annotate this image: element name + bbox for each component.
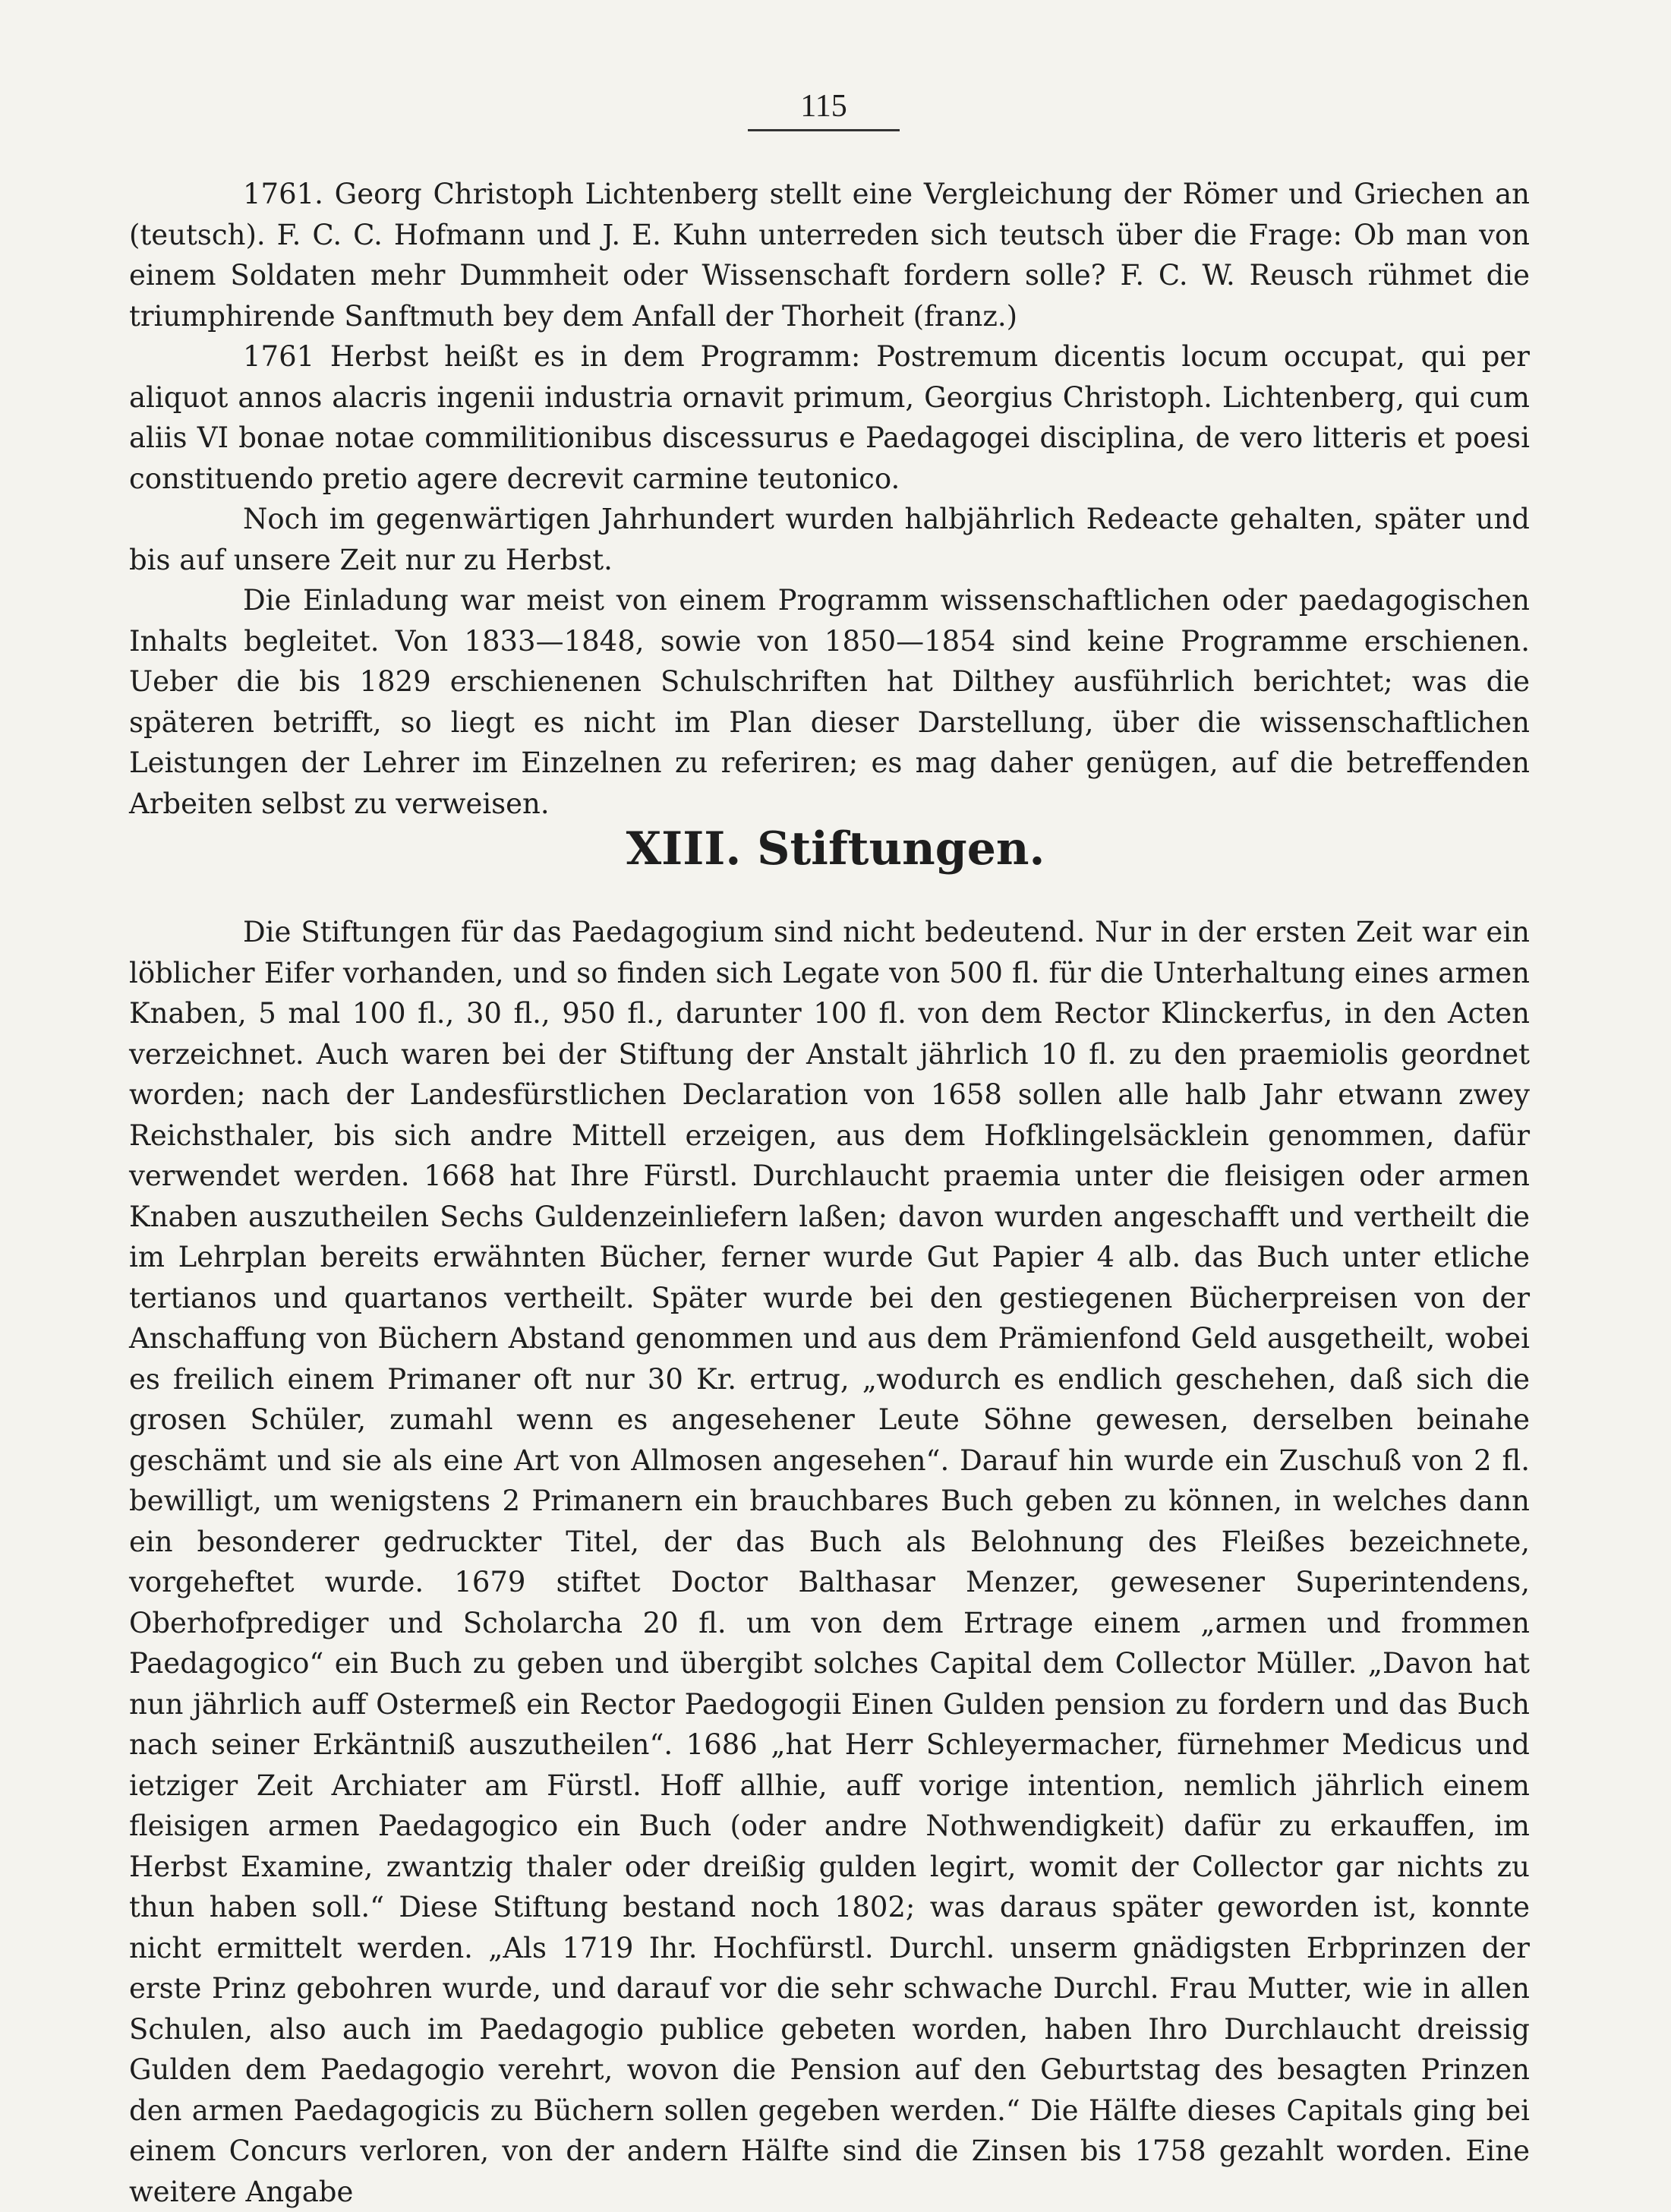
section-a-text [129, 174, 1530, 824]
paragraph: Die Stiftungen für das Paedagogium sind nicht bedeutend. Nur in der ersten Zeit war ein löblicher Eifer vorhanden, und so finden sich Legate von 500 fl. für die Unterhaltung eines armen Knaben, 5 mal 100 fl., 30 fl., 950 fl., darunter 100 fl. von dem Rector Klinckerfus, in den Acten verzeichnet. Auch waren bei der Stiftung der Anstalt jährlich 10 fl. zu den praemiolis geordnet worden; nach der Landesfürstlichen Declaration von 1658 sollen alle halb Jahr etwann zwey Reichsthaler, bis sich andre Mittell erzeigen, aus dem Hofklingelsäcklein genommen, dafür verwendet werden. 1668 hat Ihre Fürstl. Durchlaucht praemia unter die fleisigen oder armen Knaben auszutheilen Sechs Guldenzeinliefern laßen; davon wurden angeschafft und vertheilt die im Lehrplan bereits erwähnten Bücher, ferner wurde Gut Papier 4 alb. das Buch unter etliche tertianos und quartanos vertheilt. Später wurde bei den gestiegenen Bücherpreisen von der Anschaffung von Büchern Abstand genommen und aus dem Prämienfond Geld ausgetheilt, wobei es freilich einem Primaner oft nur 30 Kr. ertrug, „wodurch es endlich geschehen, daß sich die grosen Schüler, zumahl wenn es angesehener Leute Söhne gewesen, derselben beinahe geschämt und sie als eine Art von Allmosen angesehen“. Darauf hin wurde ein Zuschuß von 2 fl. bewilligt, um wenigstens 2 Primanern ein brauchbares Buch geben zu können, in welches dann ein besonderer gedruckter Titel, der das Buch als Belohnung des Fleißes bezeichnete, vorgeheftet wurde. 1679 stiftet Doctor Balthasar Menzer, gewesener Superintendens, Oberhofprediger und Scholarcha 20 fl. um von dem Ertrage einem „armen und frommen Paedagogico“ ein Buch zu geben und übergibt solches Capital dem Collector Müller. „Davon hat nun jährlich auff Ostermeß ein Rector Paedogogii Einen Gulden pension zu fordern und das Buch nach seiner Erkäntniß auszutheilen“. 1686 „hat Herr Schleyermacher, fürnehmer Medicus und ietziger Zeit Archiater am Fürstl. Hoff allhie, auff vorige intention, nemlich jährlich einem fleisigen armen Paedagogico ein Buch (oder andre Nothwendigkeit) dafür zu erkauffen, im Herbst Examine, zwantzig thaler oder dreißig gulden legirt, womit der Collector gar nichts zu thun haben soll.“ Diese Stiftung bestand noch 1802; was daraus später geworden ist, konnte nicht ermittelt werden. „Als 1719 Ihr. Hochfürstl. Durchl. unserm gnädigsten Erbprinzen der erste Prinz gebohren wurde, und darauf vor die sehr schwache Durchl. Frau Mutter, wie in allen Schulen, also auch im Paedagogio publice gebeten worden, haben Ihro Durchlaucht dreissig Gulden dem Paedagogio verehrt, wovon die Pension auf den Geburtstag des besagten Prinzen den armen Paedagogicis zu Büchern sollen gegeben werden.“ Die Hälfte dieses Capitals ging bei einem Concurs verloren, von der andern Hälfte sind die Zinsen bis 1758 gezahlt worden. Eine weitere Angabe [129, 916, 1530, 2208]
paragraph: 1761. Georg Christoph Lichtenberg stellt eine Vergleichung der Römer und Griechen an (teutsch). F. C. C. Hofmann und J. E. Kuhn unterreden sich teutsch über die Frage: Ob man von einem Soldaten mehr Dummheit oder Wissenschaft fordern solle? F. C. W. Reusch rühmet die triumphirende Sanftmuth bey dem Anfall der Thorheit (franz.) [129, 178, 1530, 333]
paragraph: 1761 Herbst heißt es in dem Programm: Postremum dicentis locum occupat, qui per aliquot annos alacris ingenii industria ornavit primum, Georgius Christoph. Lichtenberg, qui cum aliis VI bonae notae commilitionibus discessurus e Paedagogei disciplina, de vero litteris et poesi constituendo pretio agere decrevit carmine teutonico. [129, 340, 1530, 495]
paragraph: Noch im gegenwärtigen Jahrhundert wurden halbjährlich Redeacte gehalten, später und bis auf unsere Zeit nur zu Herbst. [129, 503, 1530, 576]
paragraph: Die Einladung war meist von einem Programm wissenschaftlichen oder paedagogischen Inhalts begleitet. Von 1833—1848, sowie von 1850—1854 sind keine Programme erschienen. Ueber die bis 1829 erschienenen Schulschriften hat Dilthey ausführlich berichtet; was die späteren betrifft, so liegt es nicht im Plan dieser Darstellung, über die wissenschaftlichen Leistungen der Lehrer im Einzelnen zu referiren; es mag daher genügen, auf die betreffenden Arbeiten selbst zu verweisen. [129, 584, 1530, 820]
section-b-text [129, 912, 1530, 2212]
page-number: 115 [800, 89, 847, 124]
section-heading: XIII. Stiftungen. [626, 822, 1045, 876]
header-rule [748, 129, 900, 131]
